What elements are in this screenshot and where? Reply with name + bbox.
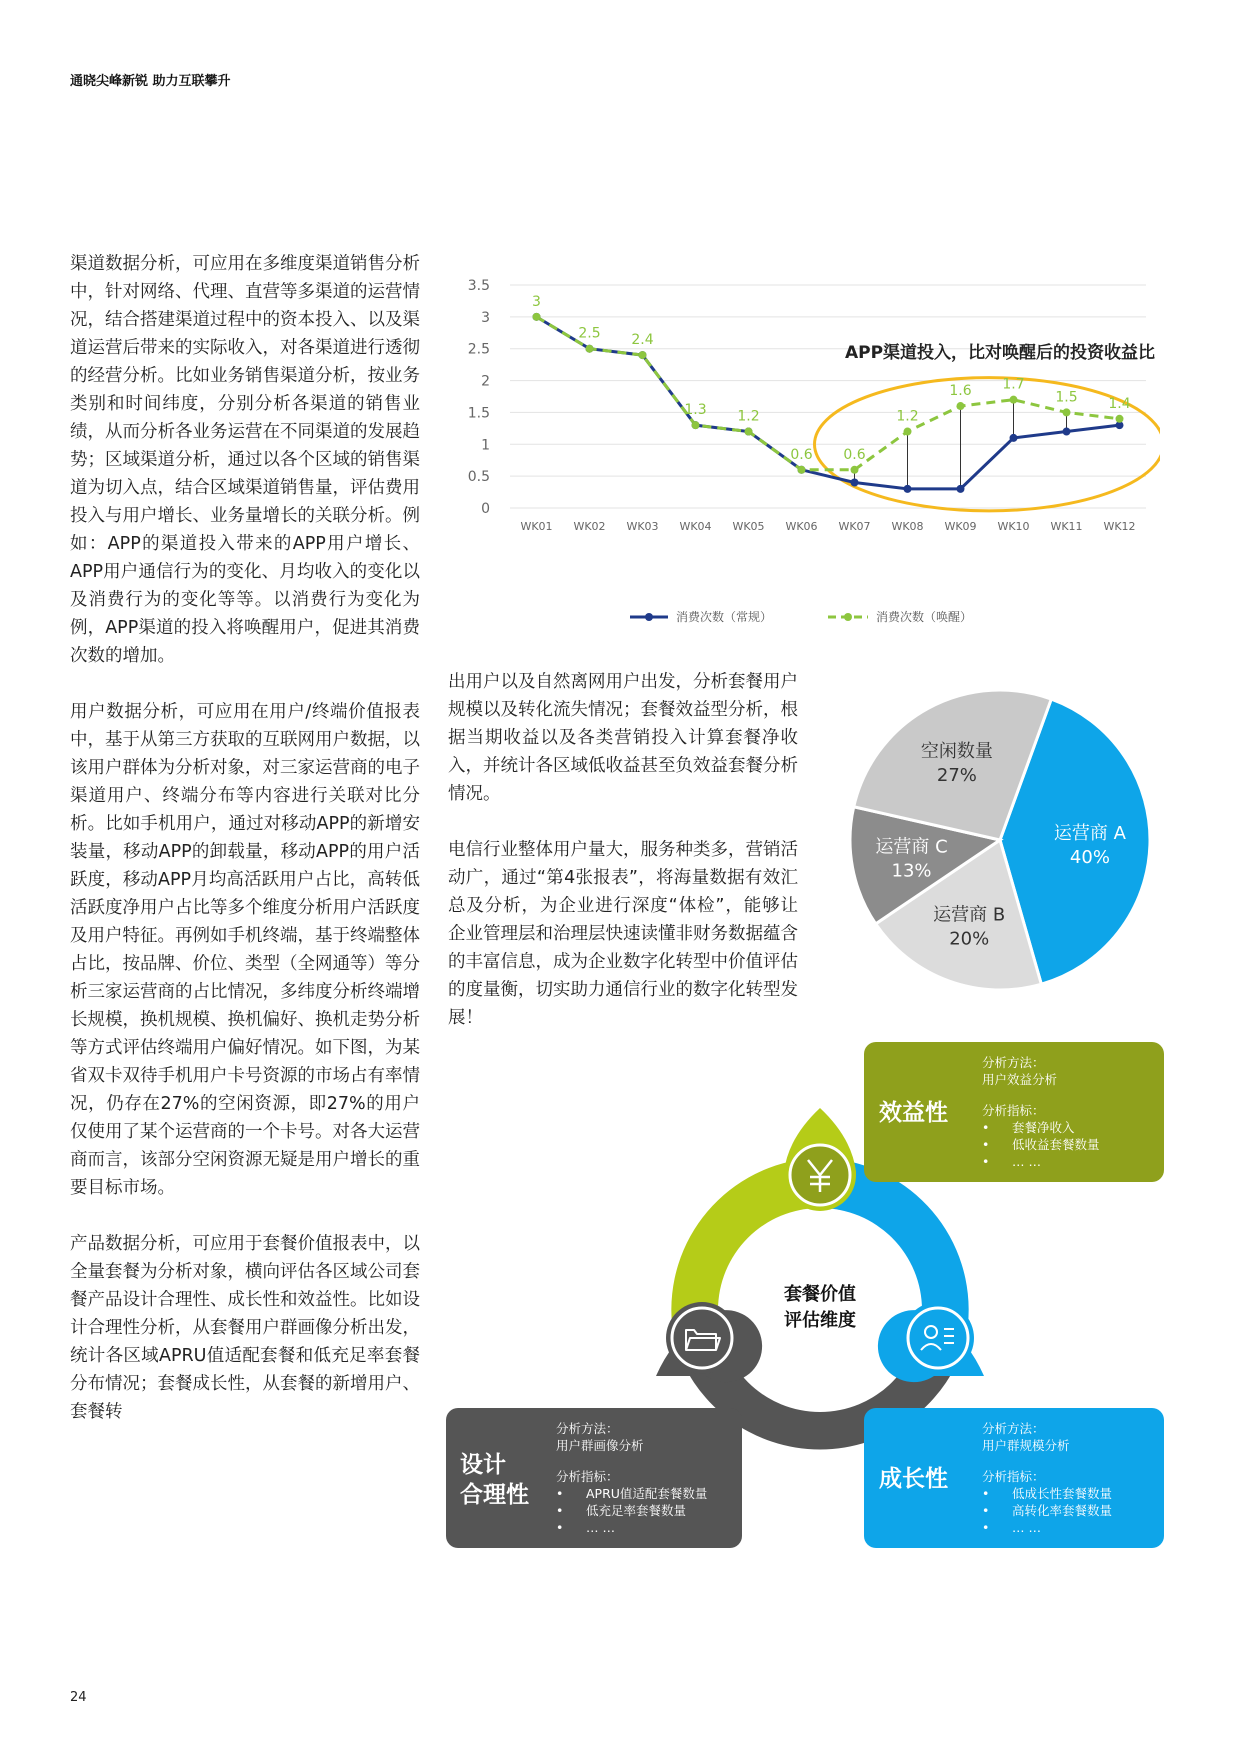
pie-slice-percent: 13%	[891, 860, 932, 882]
point-regular	[904, 485, 912, 493]
yen-icon	[784, 1108, 856, 1211]
design-indicator: • APRU值适配套餐数量	[556, 1485, 736, 1502]
y-tick-label: 2	[481, 373, 490, 390]
design-indicator-label: 分析指标：	[556, 1469, 619, 1484]
x-tick-label: WK12	[1103, 520, 1136, 533]
legend-marker-regular	[645, 613, 653, 621]
point-regular	[1063, 428, 1071, 436]
growth-indicator-label: 分析指标：	[982, 1469, 1045, 1484]
pie-slice-name: 运营商 A	[1053, 823, 1126, 845]
benefit-box-title: 效益性	[879, 1100, 948, 1126]
paragraph-product-analysis: 产品数据分析，可应用于套餐价值报表中，以全量套餐为分析对象，横向评估各区域公司套餐产品设计合理性、成长性和效益性。比如设计合理性分析，从套餐用户群画像分析出发，统计各区域APRU值适配套餐和低充足率套餐分布情况；套餐成长性，从套餐的新增用户、套餐转	[70, 1234, 420, 1422]
point-wake	[639, 351, 647, 359]
growth-method-label: 分析方法：	[982, 1421, 1045, 1436]
data-label: 1.4	[1108, 395, 1131, 412]
middle-column	[448, 668, 798, 1032]
benefit-method-label: 分析方法：	[982, 1055, 1045, 1070]
y-tick-label: 1.5	[467, 405, 490, 422]
x-tick-label: WK09	[944, 520, 977, 533]
design-box-details	[556, 1420, 736, 1536]
pie-slice-name: 空闲数量	[920, 740, 993, 762]
data-label: 0.6	[843, 446, 866, 463]
center-title-line2: 评估维度	[784, 1310, 856, 1331]
point-wake	[533, 313, 541, 321]
point-wake	[745, 428, 753, 436]
benefit-indicator-label: 分析指标：	[982, 1103, 1045, 1118]
point-wake	[851, 466, 859, 474]
page-number: 24	[70, 1690, 87, 1705]
x-tick-label: WK03	[626, 520, 659, 533]
design-box-title-line1: 设计	[460, 1452, 506, 1478]
design-indicator-list	[556, 1485, 736, 1536]
point-regular	[1010, 434, 1018, 442]
header-title: 通晓尖峰新锐 助力互联攀升	[70, 74, 231, 89]
design-box-title-line2: 合理性	[460, 1482, 529, 1508]
x-tick-label: WK07	[838, 520, 871, 533]
benefit-indicator: • 套餐净收入	[982, 1119, 1157, 1136]
x-tick-label: WK04	[679, 520, 712, 533]
point-wake	[798, 466, 806, 474]
growth-indicator-list	[982, 1485, 1157, 1536]
benefit-indicator: • 低收益套餐数量	[982, 1136, 1157, 1153]
benefit-indicator-list	[982, 1119, 1157, 1170]
point-regular	[851, 479, 859, 487]
chart-annotation: APP渠道投入，比对唤醒后的投资收益比	[844, 343, 1156, 363]
y-tick-label: 3.5	[467, 278, 490, 294]
data-label: 1.2	[737, 408, 760, 425]
point-wake	[957, 402, 965, 410]
design-method-label: 分析方法：	[556, 1421, 619, 1436]
series-line-wake	[537, 317, 1120, 470]
pie-slice-percent: 20%	[949, 928, 990, 950]
data-label: 2.4	[631, 332, 654, 349]
center-title-line1: 套餐价值	[784, 1284, 856, 1305]
data-label: 0.6	[790, 446, 813, 463]
growth-indicator: • 高转化率套餐数量	[982, 1502, 1157, 1519]
design-box-title	[460, 1450, 529, 1510]
point-wake	[1063, 408, 1071, 416]
benefit-box	[864, 1042, 1164, 1182]
legend-label-wake: 消费次数（唤醒）	[876, 610, 973, 624]
y-tick-label: 2.5	[467, 341, 490, 358]
point-wake	[1116, 415, 1124, 423]
point-wake	[1010, 396, 1018, 404]
point-wake	[692, 421, 700, 429]
legend-label-regular: 消费次数（常规）	[676, 610, 773, 624]
growth-indicator: • … …	[982, 1519, 1157, 1536]
growth-box	[864, 1408, 1164, 1548]
paragraph-user-analysis: 用户数据分析，可应用在用户/终端价值报表中，基于从第三方获取的互联网用户数据，以该用户群体为分析对象，对三家运营商的电子渠道用户、终端分布等内容进行关联对比分析。比如手机用户，通过对移动APP的新增安装量，移动APP的卸载量，移动APP的用户活跃度，移动APP月均高活跃用户占比，高转低活跃度净用户占比等多个维度分析用户活跃度及用户特征。再例如手机终端，基于终端整体占比，按品牌、价位、类型（全网通等）等分析三家运营商的占比情况，多纬度分析终端增长规模，换机规模、换机偏好、换机走势分析等方式评估终端用户偏好情况。如下图，为某省双卡双待手机用户卡号资源的市场占有率情况，仍存在27%的空闲资源，即27%的用户仅使用了某个运营商的一个卡号。对各大运营商而言，该部分空闲资源无疑是用户增长的重要目标市场。	[70, 702, 420, 1198]
data-label: 2.5	[578, 325, 601, 342]
y-tick-label: 0.5	[467, 469, 490, 486]
x-tick-label: WK10	[997, 520, 1030, 533]
design-method: 用户群画像分析	[556, 1438, 644, 1453]
data-label: 1.6	[949, 383, 972, 400]
x-tick-label: WK11	[1050, 520, 1083, 533]
data-label: 1.3	[684, 402, 707, 419]
growth-indicator: • 低成长性套餐数量	[982, 1485, 1157, 1502]
point-regular	[957, 485, 965, 493]
pie-chart	[820, 660, 1180, 1020]
pie-slice-name: 运营商 C	[875, 836, 948, 858]
paragraph-conclusion: 电信行业整体用户量大，服务种类多，营销活动广，通过“第4张报表”，将海量数据有效汇总及分析，为企业进行深度“体检”，能够让企业管理层和治理层快速读懂非财务数据蕴含的丰富信息，成为企业数字化转型中价值评估的度量衡，切实助力通信行业的数字化转型发展！	[448, 840, 798, 1028]
y-tick-label: 0	[481, 501, 490, 517]
legend-marker-wake	[844, 613, 852, 621]
x-tick-label: WK02	[573, 520, 606, 533]
benefit-box-details	[982, 1054, 1157, 1170]
data-label: 1.7	[1002, 376, 1025, 393]
growth-box-title: 成长性	[879, 1466, 948, 1492]
growth-box-details	[982, 1420, 1157, 1536]
x-tick-label: WK05	[732, 520, 765, 533]
point-wake	[586, 345, 594, 353]
data-label: 3	[532, 293, 541, 310]
line-chart	[440, 265, 1160, 650]
design-indicator: • … …	[556, 1519, 736, 1536]
data-label: 1.5	[1055, 389, 1078, 406]
paragraph-package-continued: 出用户以及自然离网用户出发，分析套餐用户规模以及转化流失情况；套餐效益型分析，根据当期收益以及各类营销投入计算套餐净收入，并统计各区域低收益甚至负效益套餐分析情况。	[448, 672, 798, 804]
benefit-indicator: • … …	[982, 1153, 1157, 1170]
data-label: 1.2	[896, 408, 919, 425]
x-tick-label: WK01	[520, 520, 553, 533]
design-indicator: • 低充足率套餐数量	[556, 1502, 736, 1519]
left-column	[70, 250, 420, 1426]
benefit-method: 用户效益分析	[982, 1072, 1058, 1087]
point-wake	[904, 428, 912, 436]
paragraph-channel-analysis: 渠道数据分析，可应用在多维度渠道销售分析中，针对网络、代理、直营等多渠道的运营情况，结合搭建渠道过程中的资本投入、以及渠道运营后带来的实际收入，对各渠道进行透彻的经营分析。比如业务销售渠道分析，按业务类别和时间纬度，分别分析各渠道的销售业绩，从而分析各业务运营在不同渠道的发展趋势；区域渠道分析，通过以各个区域的销售渠道为切入点，结合区域渠道销售量，评估费用投入与用户增长、业务量增长的关联分析。例如：APP的渠道投入带来的APP用户增长、APP用户通信行为的变化、月均收入的变化以及消费行为的变化等等。以消费行为变化为例，APP渠道的投入将唤醒用户，促进其消费次数的增加。	[70, 254, 420, 666]
growth-method: 用户群规模分析	[982, 1438, 1070, 1453]
x-tick-label: WK08	[891, 520, 924, 533]
y-tick-label: 1	[481, 437, 490, 454]
design-box	[446, 1408, 742, 1548]
pie-slice-name: 运营商 B	[933, 904, 1006, 926]
x-tick-label: WK06	[785, 520, 818, 533]
y-tick-label: 3	[481, 309, 490, 326]
pie-slice-percent: 27%	[936, 764, 977, 786]
pie-slice-percent: 40%	[1069, 847, 1110, 869]
